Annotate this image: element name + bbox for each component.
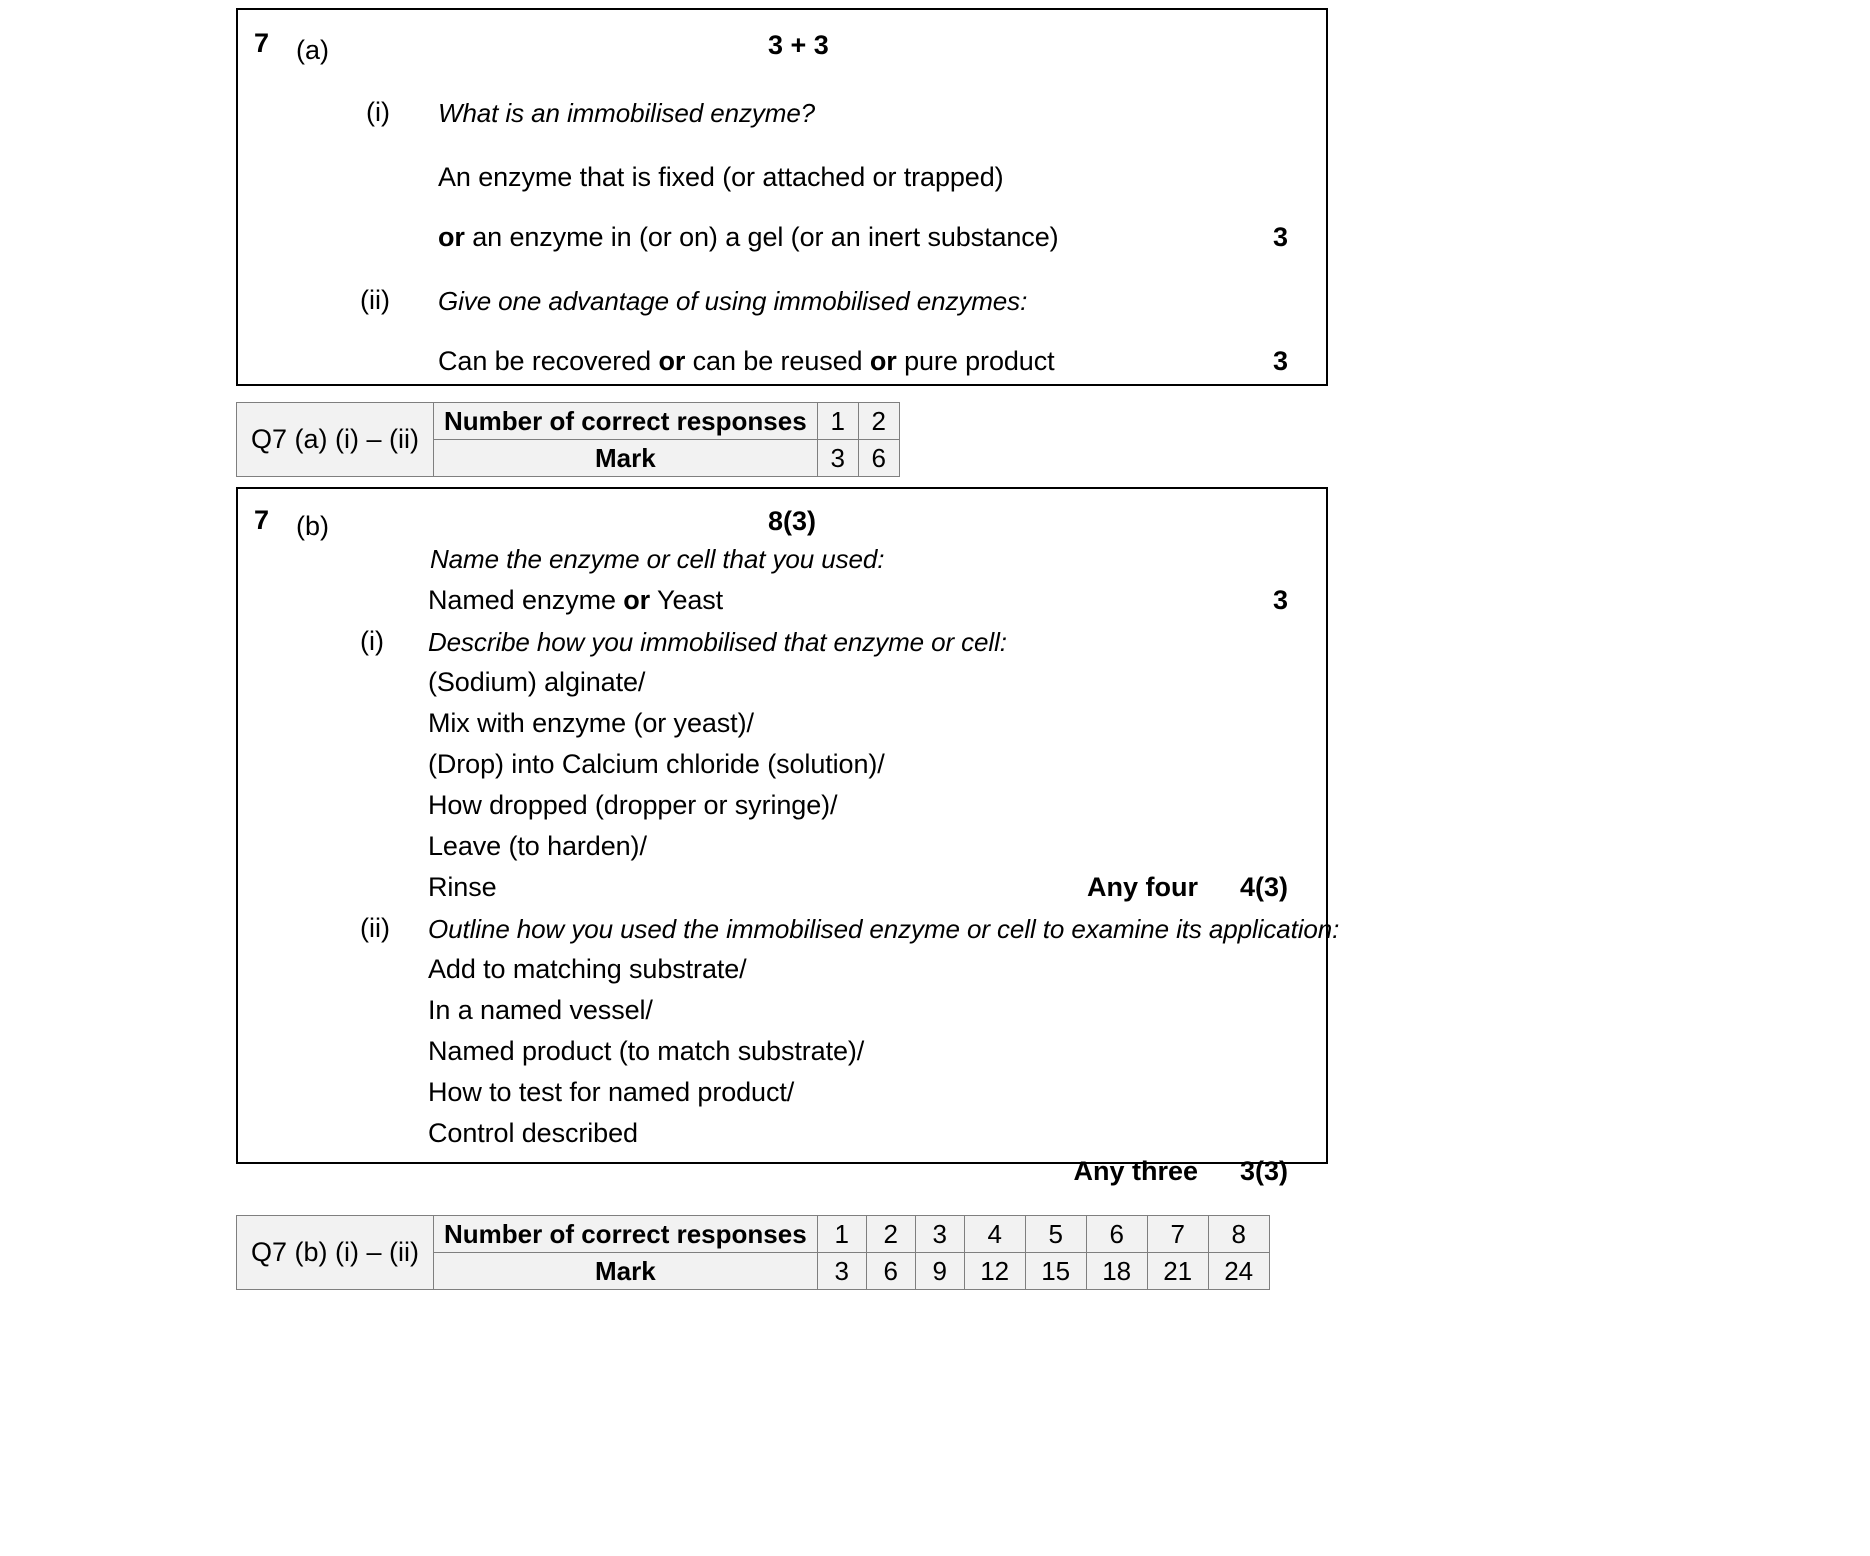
answer-b-ii-3 bbox=[428, 1036, 864, 1067]
prompt-text: Name the enzyme or cell that you used: bbox=[430, 544, 885, 574]
table-b-response-2: 2 bbox=[866, 1216, 915, 1253]
table-a-header-label: Number of correct responses bbox=[434, 403, 818, 440]
answer-a-i-1 bbox=[438, 162, 1004, 193]
table-b-mark-5: 15 bbox=[1025, 1253, 1086, 1290]
answer-text: Yeast bbox=[650, 585, 724, 615]
prompt-text: What is an immobilised enzyme? bbox=[438, 98, 816, 128]
answer-text: How dropped (dropper or syringe)/ bbox=[428, 790, 838, 820]
answer-b-i-5 bbox=[428, 831, 647, 862]
mark-b-intro: 3 bbox=[1272, 585, 1288, 615]
table-b-response-5: 5 bbox=[1025, 1216, 1086, 1253]
answer-text: Named enzyme bbox=[428, 585, 624, 615]
table-a-mark-2: 6 bbox=[858, 440, 899, 477]
table-b-response-6: 6 bbox=[1086, 1216, 1147, 1253]
total-marks-7a: 3 + 3 bbox=[768, 30, 829, 60]
answer-b-ii-4 bbox=[428, 1077, 794, 1108]
table-b-mark-6: 18 bbox=[1086, 1253, 1147, 1290]
table-b-row-label: Q7 (b) (i) – (ii) bbox=[237, 1216, 434, 1290]
question-7b-total-marks bbox=[768, 506, 816, 537]
table-b-mark-3: 9 bbox=[915, 1253, 964, 1290]
answer-b-i-1 bbox=[428, 667, 645, 698]
summary-table-a-wrapper bbox=[236, 402, 900, 477]
table-a-response-1: 1 bbox=[817, 403, 858, 440]
answer-a-ii-1 bbox=[438, 346, 1055, 377]
answer-bold-or: or bbox=[623, 585, 651, 615]
question-7a-part-label bbox=[296, 35, 329, 66]
prompt-text: Give one advantage of using immobilised enzymes: bbox=[438, 286, 1028, 316]
table-a-mark-label: Mark bbox=[434, 440, 818, 477]
answer-b-i-6 bbox=[428, 872, 497, 903]
table-b-mark-4: 12 bbox=[964, 1253, 1025, 1290]
total-marks-7b: 8(3) bbox=[768, 506, 817, 536]
answer-text: (Drop) into Calcium chloride (solution)/ bbox=[428, 749, 885, 779]
summary-table-b-wrapper bbox=[236, 1215, 1270, 1290]
table-b-response-7: 7 bbox=[1147, 1216, 1208, 1253]
answer-a-i-2 bbox=[438, 222, 1059, 253]
question-7a-total-marks bbox=[768, 30, 829, 61]
answer-bold-or: or bbox=[658, 346, 686, 376]
answer-b-i-3 bbox=[428, 749, 885, 780]
table-a-response-2: 2 bbox=[858, 403, 899, 440]
roman-label: (ii) bbox=[360, 913, 390, 943]
answer-b-intro bbox=[428, 585, 723, 616]
table-row bbox=[237, 403, 900, 440]
answer-text: Named product (to match substrate)/ bbox=[428, 1036, 865, 1066]
question-number-7b: 7 bbox=[254, 505, 270, 535]
answer-b-ii-5 bbox=[428, 1118, 638, 1149]
mark-b-ii: 3(3) bbox=[1239, 1156, 1288, 1186]
question-7a-box bbox=[236, 8, 1328, 386]
mark-a-ii: 3 bbox=[1272, 346, 1288, 376]
table-b-mark-label: Mark bbox=[434, 1253, 818, 1290]
answer-text: Add to matching substrate/ bbox=[428, 954, 747, 984]
table-row bbox=[237, 1216, 1270, 1253]
prompt-text: Outline how you used the immobilised enzyme or cell to examine its application: bbox=[428, 914, 1340, 944]
prompt-b-i bbox=[428, 627, 1007, 658]
roman-numeral-a-ii bbox=[360, 285, 390, 316]
answer-text: In a named vessel/ bbox=[428, 995, 653, 1025]
table-a-row-label: Q7 (a) (i) – (ii) bbox=[237, 403, 434, 477]
any-label-b-i: Any four bbox=[1087, 872, 1198, 902]
question-7a-number bbox=[254, 28, 269, 59]
prompt-a-ii bbox=[438, 286, 1027, 317]
table-b-header-label: Number of correct responses bbox=[434, 1216, 818, 1253]
answer-b-i-2 bbox=[428, 708, 754, 739]
summary-table-a bbox=[236, 402, 900, 477]
question-number-7a: 7 bbox=[254, 28, 270, 58]
table-b-response-3: 3 bbox=[915, 1216, 964, 1253]
roman-numeral-b-i bbox=[360, 626, 384, 657]
answer-text: Rinse bbox=[428, 872, 497, 902]
answer-bold-or: or bbox=[869, 346, 897, 376]
answer-text: An enzyme that is fixed (or attached or trapped) bbox=[438, 162, 1004, 192]
table-b-response-1: 1 bbox=[817, 1216, 866, 1253]
table-b-mark-7: 21 bbox=[1147, 1253, 1208, 1290]
answer-b-ii-1 bbox=[428, 954, 747, 985]
roman-label: (i) bbox=[366, 97, 390, 127]
answer-bold-or: or bbox=[438, 222, 465, 252]
question-7b-number bbox=[254, 505, 269, 536]
answer-text: Mix with enzyme (or yeast)/ bbox=[428, 708, 754, 738]
table-b-response-8: 8 bbox=[1208, 1216, 1269, 1253]
prompt-b-ii bbox=[428, 914, 1339, 945]
answer-text: (Sodium) alginate/ bbox=[428, 667, 646, 697]
roman-label: (i) bbox=[360, 626, 384, 656]
table-b-mark-1: 3 bbox=[817, 1253, 866, 1290]
mark-a-i: 3 bbox=[1272, 222, 1288, 252]
any-label-b-ii: Any three bbox=[1073, 1156, 1198, 1186]
answer-text: Can be recovered bbox=[438, 346, 659, 376]
answer-text: pure product bbox=[896, 346, 1055, 376]
answer-text: can be reused bbox=[685, 346, 870, 376]
answer-b-ii-2 bbox=[428, 995, 653, 1026]
summary-table-b bbox=[236, 1215, 1270, 1290]
roman-numeral-b-ii bbox=[360, 913, 390, 944]
table-b-response-4: 4 bbox=[964, 1216, 1025, 1253]
roman-label: (ii) bbox=[360, 285, 390, 315]
question-7b-part-label bbox=[296, 511, 329, 542]
prompt-a-i bbox=[438, 98, 815, 129]
prompt-b-intro bbox=[430, 544, 884, 575]
mark-b-i: 4(3) bbox=[1239, 872, 1288, 902]
answer-text: How to test for named product/ bbox=[428, 1077, 795, 1107]
answer-b-i-4 bbox=[428, 790, 837, 821]
answer-text: Leave (to harden)/ bbox=[428, 831, 647, 861]
table-b-mark-8: 24 bbox=[1208, 1253, 1269, 1290]
part-label-b: (b) bbox=[296, 511, 329, 541]
roman-numeral-a-i bbox=[366, 97, 390, 128]
table-a-mark-1: 3 bbox=[817, 440, 858, 477]
answer-text: Control described bbox=[428, 1118, 638, 1148]
question-7b-box bbox=[236, 487, 1340, 1186]
answer-text: an enzyme in (or on) a gel (or an inert substance) bbox=[464, 222, 1059, 252]
part-label-a: (a) bbox=[296, 35, 329, 65]
table-b-mark-2: 6 bbox=[866, 1253, 915, 1290]
prompt-text: Describe how you immobilised that enzyme or cell: bbox=[428, 627, 1007, 657]
